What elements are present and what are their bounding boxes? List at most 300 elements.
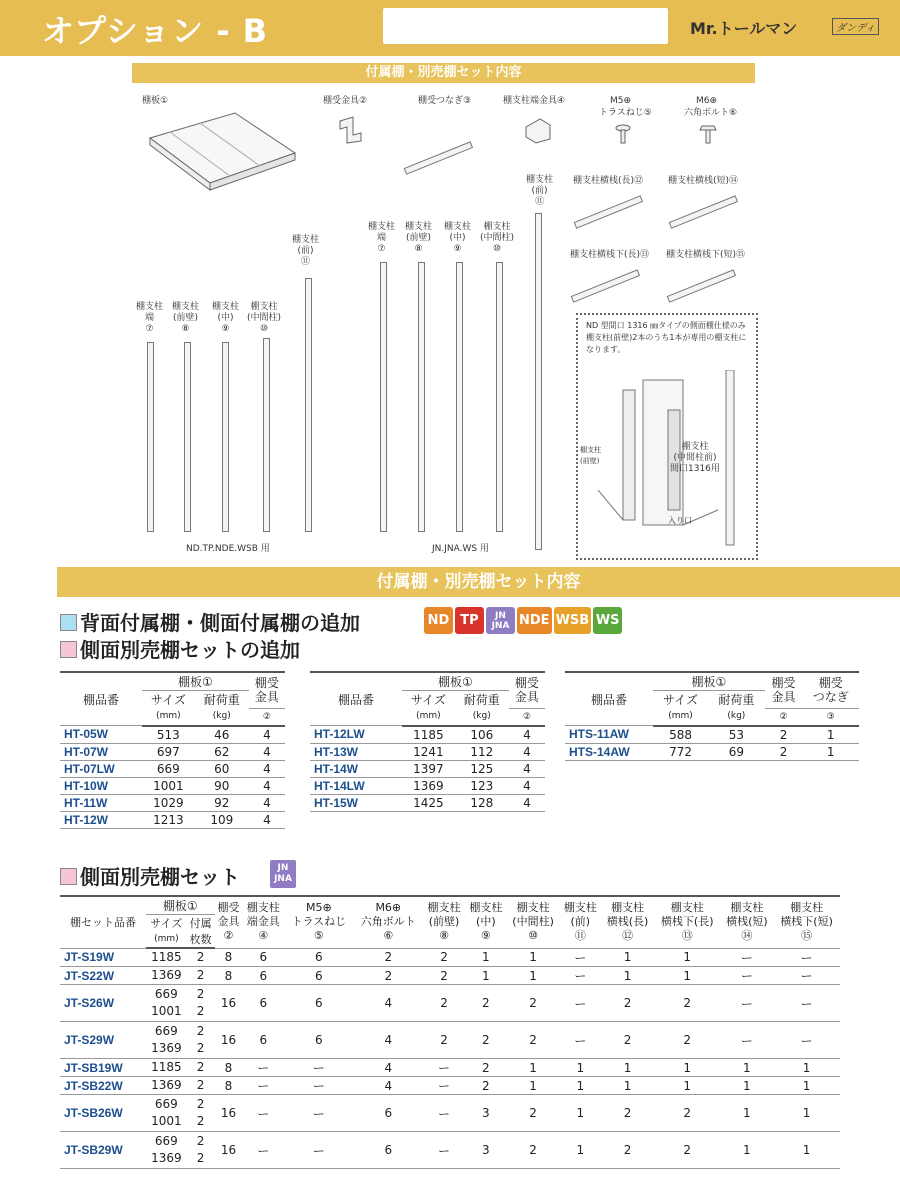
table-row xyxy=(60,760,285,777)
cell-value: ー xyxy=(423,1095,465,1132)
th-part-col: 棚支柱 (中間柱) ⑩ xyxy=(507,896,560,948)
cell-value: 6 xyxy=(242,967,284,985)
cell-value: 6 xyxy=(284,967,353,985)
cell-value: 2 xyxy=(423,985,465,1022)
rail-under-short-illustration xyxy=(667,269,736,302)
table-row xyxy=(60,1022,840,1059)
shelf-count xyxy=(187,948,215,967)
cell-value: ー xyxy=(284,1059,353,1077)
model-badges xyxy=(424,607,622,634)
cell-value: 6 xyxy=(284,1022,353,1059)
cell-value: 1213 xyxy=(142,811,195,828)
set-code: JT-SB22W xyxy=(60,1077,146,1095)
cell-value: 4 xyxy=(249,777,285,794)
table-row xyxy=(310,777,545,794)
cell-value: 4 xyxy=(509,760,545,777)
part-label-hex-bolt: 六角ボルト⑥ xyxy=(684,108,738,118)
cell-value: 1185 xyxy=(402,726,455,744)
th-code: 棚品番 xyxy=(60,672,142,726)
badge-nd: ND xyxy=(424,607,453,634)
brand-sub: ダンディ xyxy=(832,18,879,35)
th-size: サイズ xyxy=(653,691,708,709)
cell-value: 1 xyxy=(721,1077,774,1095)
cell-value: 1 xyxy=(559,1095,601,1132)
cell-value: 4 xyxy=(509,743,545,760)
th-bracket: 棚受 金具 xyxy=(509,672,545,708)
shelf-count xyxy=(187,1022,215,1059)
post-midpillar-left xyxy=(263,338,270,532)
cell-value: 2 xyxy=(601,1022,654,1059)
cell-value: ー xyxy=(242,1095,284,1132)
pink-square-icon xyxy=(60,868,77,885)
cell-value: 109 xyxy=(195,811,249,828)
product-code: HTS-14AW xyxy=(565,743,653,760)
cell-value: 8 xyxy=(215,948,243,967)
cell-line: 669 xyxy=(154,1134,178,1148)
cell-value: 1 xyxy=(654,1077,721,1095)
th-count: 付属 xyxy=(187,915,215,932)
cell-value: 1 xyxy=(507,967,560,985)
cell-value: ー xyxy=(242,1059,284,1077)
cell-value: 69 xyxy=(708,743,765,760)
cell-value: 513 xyxy=(142,726,195,744)
th-joint-num: ③ xyxy=(802,708,859,726)
cell-value: ー xyxy=(773,948,840,967)
table-row xyxy=(60,1095,840,1132)
shelf-count xyxy=(187,967,215,985)
cell-value: 8 xyxy=(215,1077,243,1095)
cell-value: 4 xyxy=(509,794,545,811)
post-middle-mid xyxy=(456,262,463,532)
cell-line: 2 xyxy=(196,1114,205,1128)
table-row xyxy=(60,985,840,1022)
part-label-m6: M6⊕ xyxy=(696,96,718,106)
cell-value: 1 xyxy=(601,967,654,985)
part-label-rail-short: 棚支柱横桟(短)⑭ xyxy=(668,176,739,186)
table-row xyxy=(310,760,545,777)
th-size-unit: (mm) xyxy=(402,708,455,726)
post-label-front-left: 棚支柱 (前) ⑪ xyxy=(292,235,320,267)
cell-value: 1 xyxy=(559,1077,601,1095)
cell-value: 4 xyxy=(509,777,545,794)
post-midpillar-mid xyxy=(496,262,503,532)
note-label-entrance: 入り口 xyxy=(668,516,692,525)
cell-value: 4 xyxy=(249,743,285,760)
table-row xyxy=(60,777,285,794)
th-part-col: M6⊕ 六角ボルト ⑥ xyxy=(353,896,423,948)
cell-value: 16 xyxy=(215,985,243,1022)
cell-value: ー xyxy=(242,1132,284,1169)
cell-value: 697 xyxy=(142,743,195,760)
cell-value: 1 xyxy=(773,1095,840,1132)
cell-value: 6 xyxy=(242,1022,284,1059)
cell-line: 1001 xyxy=(151,1004,182,1018)
shelf-board-illustration xyxy=(140,108,300,193)
th-load: 耐荷重 xyxy=(195,691,249,709)
cell-value: ー xyxy=(284,1095,353,1132)
cell-value: 2 xyxy=(765,743,803,760)
cell-value: 6 xyxy=(242,985,284,1022)
cell-line: 669 xyxy=(154,1097,178,1111)
cell-line: 2 xyxy=(196,1060,205,1074)
th-size-unit: (mm) xyxy=(653,708,708,726)
cell-value: 2 xyxy=(353,948,423,967)
cell-value: 2 xyxy=(423,967,465,985)
cell-value: 4 xyxy=(249,726,285,744)
cell-value: 62 xyxy=(195,743,249,760)
cell-line: 1001 xyxy=(151,1114,182,1128)
cell-value: 1 xyxy=(802,743,859,760)
truss-screw-icon xyxy=(614,123,632,145)
cell-value: 2 xyxy=(507,1132,560,1169)
th-part-col: M5⊕ トラスねじ ⑤ xyxy=(284,896,353,948)
cell-value: 2 xyxy=(654,1022,721,1059)
cell-value: ー xyxy=(773,985,840,1022)
cell-value: 8 xyxy=(215,967,243,985)
cell-value: 4 xyxy=(353,1022,423,1059)
cell-value: 2 xyxy=(654,1132,721,1169)
cell-line: 669 xyxy=(154,1024,178,1038)
caption-mid-group: JN.JNA.WS 用 xyxy=(432,544,489,554)
table-ht-left xyxy=(60,671,285,829)
page-header xyxy=(0,0,900,56)
cell-line: 2 xyxy=(196,950,205,964)
th-code: 棚品番 xyxy=(310,672,402,726)
cell-value: 2 xyxy=(601,985,654,1022)
cell-value: 1029 xyxy=(142,794,195,811)
cell-value: 4 xyxy=(249,760,285,777)
table-row xyxy=(60,794,285,811)
table-row xyxy=(565,726,859,744)
cell-line: 2 xyxy=(196,1078,205,1092)
cell-value: 2 xyxy=(654,1095,721,1132)
cell-value: 669 xyxy=(142,760,195,777)
post-label-middle-left: 棚支柱 (中) ⑨ xyxy=(212,302,240,334)
post-middle-left xyxy=(222,342,229,532)
cell-value: 106 xyxy=(455,726,509,744)
rail-short-illustration xyxy=(669,195,738,228)
cell-value: 125 xyxy=(455,760,509,777)
post-end-left xyxy=(147,342,154,532)
cell-value: 4 xyxy=(509,726,545,744)
part-label-truss-screw: トラスねじ⑤ xyxy=(599,108,652,118)
cell-value: ー xyxy=(423,1132,465,1169)
part-label-m5: M5⊕ xyxy=(610,96,632,106)
th-load: 耐荷重 xyxy=(708,691,765,709)
th-bracket-num: ② xyxy=(509,708,545,726)
cell-value: 1 xyxy=(802,726,859,744)
cell-value: 1 xyxy=(507,1059,560,1077)
cell-line: 669 xyxy=(154,987,178,1001)
set-code: JT-S22W xyxy=(60,967,146,985)
table-row xyxy=(60,743,285,760)
table-row xyxy=(60,1132,840,1169)
cell-value: 1 xyxy=(507,1077,560,1095)
th-bracket: 棚受 金具 xyxy=(765,672,803,708)
cell-value: 1425 xyxy=(402,794,455,811)
post-end-mid xyxy=(380,262,387,532)
cell-line: 2 xyxy=(196,968,205,982)
shelf-size xyxy=(146,1022,187,1059)
badge-jn-jna: JN JNA xyxy=(486,607,515,634)
cell-value: 46 xyxy=(195,726,249,744)
badge-nde: NDE xyxy=(517,607,552,634)
set-code: JT-SB26W xyxy=(60,1095,146,1132)
cell-value: 60 xyxy=(195,760,249,777)
cell-value: 16 xyxy=(215,1132,243,1169)
bracket-illustration xyxy=(335,113,365,145)
shelf-count xyxy=(187,985,215,1022)
cell-value: 2 xyxy=(465,1077,507,1095)
cell-value: 2 xyxy=(654,985,721,1022)
cell-value: 1 xyxy=(601,1077,654,1095)
cell-value: 128 xyxy=(455,794,509,811)
cell-value: ー xyxy=(284,1132,353,1169)
th-part-col: 棚支柱 横桟(長) ⑫ xyxy=(601,896,654,948)
cell-value: 2 xyxy=(423,948,465,967)
part-label-rail-under-long: 棚支柱横桟下(長)⑬ xyxy=(570,250,650,260)
cell-value: ー xyxy=(721,985,774,1022)
cell-value: 92 xyxy=(195,794,249,811)
cell-value: 1 xyxy=(773,1132,840,1169)
table-row xyxy=(310,726,545,744)
table-row xyxy=(60,1059,840,1077)
cell-value: 1 xyxy=(601,948,654,967)
product-code: HT-10W xyxy=(60,777,142,794)
cell-value: 16 xyxy=(215,1095,243,1132)
cell-value: 1 xyxy=(721,1095,774,1132)
table-ht-right xyxy=(310,671,545,812)
cell-value: 4 xyxy=(249,811,285,828)
hex-bolt-icon xyxy=(699,123,717,145)
table-row xyxy=(60,948,840,967)
post-front-left xyxy=(305,278,312,532)
cell-value: ー xyxy=(559,985,601,1022)
post-label-end-left: 棚支柱 端 ⑦ xyxy=(136,302,164,334)
cell-value: 4 xyxy=(249,794,285,811)
cell-value: 6 xyxy=(242,948,284,967)
cell-value: 2 xyxy=(601,1095,654,1132)
heading-side-shelf-set-add: 側面別売棚セットの追加 xyxy=(60,634,300,663)
shelf-size xyxy=(146,967,187,985)
cell-value: 16 xyxy=(215,1022,243,1059)
post-label-midpillar-left: 棚支柱 (中間柱) ⑩ xyxy=(247,302,282,334)
table-row xyxy=(60,967,840,985)
cell-line: 2 xyxy=(196,1004,205,1018)
product-code: HTS-11AW xyxy=(565,726,653,744)
th-size-unit: (mm) xyxy=(146,931,187,948)
product-code: HT-14W xyxy=(310,760,402,777)
cell-value: ー xyxy=(559,1022,601,1059)
th-part-col: 棚支柱 横桟下(長) ⑬ xyxy=(654,896,721,948)
jn-jna-badge: JN JNA xyxy=(270,860,296,888)
cell-value: 1241 xyxy=(402,743,455,760)
header-blank-box xyxy=(383,8,668,44)
cell-value: 2 xyxy=(507,1095,560,1132)
cell-value: 2 xyxy=(601,1132,654,1169)
post-label-frontwall-mid: 棚支柱 (前壁) ⑧ xyxy=(405,222,433,254)
badge-ws: WS xyxy=(593,607,622,634)
cell-value: 6 xyxy=(284,985,353,1022)
cell-value: 123 xyxy=(455,777,509,794)
note-text: ND 型間口 1316 ㎜タイプの側面棚仕様のみ棚支柱(前壁)2本のうち1本が専用の棚支柱になります。 xyxy=(586,321,747,354)
cell-line: 1185 xyxy=(151,1060,182,1074)
shelf-size xyxy=(146,985,187,1022)
post-label-middle-mid: 棚支柱 (中) ⑨ xyxy=(444,222,472,254)
table-row xyxy=(60,726,285,744)
shelf-count xyxy=(187,1095,215,1132)
table-jt-sets xyxy=(60,895,840,1169)
table-row xyxy=(310,794,545,811)
cell-value: 1 xyxy=(507,948,560,967)
cell-value: 2 xyxy=(465,1022,507,1059)
set-code: JT-SB19W xyxy=(60,1059,146,1077)
cell-value: 53 xyxy=(708,726,765,744)
cell-value: ー xyxy=(773,967,840,985)
pink-square-icon xyxy=(60,641,77,658)
th-bracket-num: ② xyxy=(765,708,803,726)
th-size: サイズ xyxy=(142,691,195,709)
cell-value: 1001 xyxy=(142,777,195,794)
th-part-col: 棚支柱 (前壁) ⑧ xyxy=(423,896,465,948)
part-label-rail-under-short: 棚支柱横桟下(短)⑮ xyxy=(666,250,746,260)
cell-value: 8 xyxy=(215,1059,243,1077)
shelf-size xyxy=(146,948,187,967)
cell-line: 2 xyxy=(196,1041,205,1055)
set-code: JT-S29W xyxy=(60,1022,146,1059)
set-code: JT-S19W xyxy=(60,948,146,967)
note-box xyxy=(576,313,758,560)
cell-line: 2 xyxy=(196,1151,205,1165)
th-load-unit: (kg) xyxy=(455,708,509,726)
shelf-size xyxy=(146,1132,187,1169)
th-part-col: 棚支柱 横桟下(短) ⑮ xyxy=(773,896,840,948)
table-row xyxy=(310,743,545,760)
badge-wsb: WSB xyxy=(554,607,592,634)
cell-value: 6 xyxy=(284,948,353,967)
cell-value: 3 xyxy=(465,1132,507,1169)
cell-value: 1 xyxy=(601,1059,654,1077)
rail-under-long-illustration xyxy=(571,269,640,302)
shelf-size xyxy=(146,1095,187,1132)
product-code: HT-13W xyxy=(310,743,402,760)
cell-value: 2 xyxy=(353,967,423,985)
cell-value: ー xyxy=(559,948,601,967)
cell-value: ー xyxy=(242,1077,284,1095)
cell-value: 4 xyxy=(353,985,423,1022)
th-shelf: 棚板① xyxy=(402,672,509,691)
badge-tp: TP xyxy=(455,607,484,634)
cell-value: 1 xyxy=(654,967,721,985)
cell-value: ー xyxy=(721,948,774,967)
post-label-end-mid: 棚支柱 端 ⑦ xyxy=(368,222,396,254)
th-code: 棚品番 xyxy=(565,672,653,726)
cell-value: 90 xyxy=(195,777,249,794)
cell-value: 1 xyxy=(654,948,721,967)
note-label-right: 棚支柱 (中間柱前) 間口1316用 xyxy=(670,442,720,474)
end-fitting-illustration xyxy=(522,113,554,145)
cell-line: 2 xyxy=(196,1097,205,1111)
brand-name: Mr.トールマン xyxy=(690,19,798,38)
section1-title: 付属棚・別売棚セット内容 xyxy=(132,63,755,83)
part-label-front-post-top: 棚支柱 (前) ⑪ xyxy=(526,175,554,207)
product-code: HT-14LW xyxy=(310,777,402,794)
th-bracket-num: ② xyxy=(249,708,285,726)
joint-illustration xyxy=(404,141,473,174)
cell-line: 2 xyxy=(196,1024,205,1038)
cell-line: 1369 xyxy=(151,968,182,982)
cell-value: 2 xyxy=(465,1059,507,1077)
part-label-end-fitting: 棚支柱端金具④ xyxy=(503,96,566,106)
shelf-size xyxy=(146,1077,187,1095)
cell-line: 1369 xyxy=(151,1078,182,1092)
cell-value: 2 xyxy=(423,1022,465,1059)
cell-line: 1185 xyxy=(151,950,182,964)
th-part-col: 棚支柱 (前) ⑪ xyxy=(559,896,601,948)
post-label-midpillar-mid: 棚支柱 (中間柱) ⑩ xyxy=(480,222,515,254)
heading-rear-side-shelf: 背面付属棚・側面付属棚の追加 xyxy=(60,607,360,636)
cell-value: ー xyxy=(423,1059,465,1077)
th-bracket: 棚受 金具 xyxy=(249,672,285,708)
cell-value: 2 xyxy=(507,1022,560,1059)
th-set-code: 棚セット品番 xyxy=(60,896,146,948)
th-shelf: 棚板① xyxy=(653,672,765,691)
cell-value: ー xyxy=(284,1077,353,1095)
heading-side-shelf-set: 側面別売棚セット xyxy=(60,861,240,890)
post-frontwall-left xyxy=(184,342,191,532)
table-row xyxy=(565,743,859,760)
cell-value: 1397 xyxy=(402,760,455,777)
cell-value: ー xyxy=(423,1077,465,1095)
cell-value: 4 xyxy=(353,1059,423,1077)
product-code: HT-07W xyxy=(60,743,142,760)
shelf-count xyxy=(187,1077,215,1095)
cell-value: 1 xyxy=(721,1132,774,1169)
part-label-shelf: 棚板① xyxy=(142,96,169,106)
cell-value: ー xyxy=(721,967,774,985)
product-code: HT-11W xyxy=(60,794,142,811)
product-code: HT-15W xyxy=(310,794,402,811)
cell-value: 1 xyxy=(654,1059,721,1077)
part-label-bracket: 棚受金具② xyxy=(323,96,368,106)
table-row xyxy=(60,811,285,828)
cell-value: 1 xyxy=(559,1059,601,1077)
th-part-col: 棚支柱 端金具 ④ xyxy=(242,896,284,948)
cell-value: 772 xyxy=(653,743,708,760)
th-size-unit: (mm) xyxy=(142,708,195,726)
th-load: 耐荷重 xyxy=(455,691,509,709)
th-count2: 枚数 xyxy=(187,931,215,948)
post-frontwall-mid xyxy=(418,262,425,532)
cell-value: 1 xyxy=(465,948,507,967)
cell-line: 2 xyxy=(196,1134,205,1148)
table-hts xyxy=(565,671,859,761)
cell-value: 1 xyxy=(721,1059,774,1077)
th-part-col: 棚支柱 横桟(短) ⑭ xyxy=(721,896,774,948)
cell-value: 1 xyxy=(559,1132,601,1169)
cell-value: 1 xyxy=(465,967,507,985)
th-joint: 棚受 つなぎ xyxy=(802,672,859,708)
shelf-count xyxy=(187,1132,215,1169)
product-code: HT-07LW xyxy=(60,760,142,777)
cell-line: 1369 xyxy=(151,1151,182,1165)
blue-square-icon xyxy=(60,614,77,631)
cell-value: 3 xyxy=(465,1095,507,1132)
page-title: オプション - B xyxy=(42,12,269,50)
th-part-col: 棚支柱 (中) ⑨ xyxy=(465,896,507,948)
cell-value: 2 xyxy=(465,985,507,1022)
rail-long-illustration xyxy=(574,195,643,228)
